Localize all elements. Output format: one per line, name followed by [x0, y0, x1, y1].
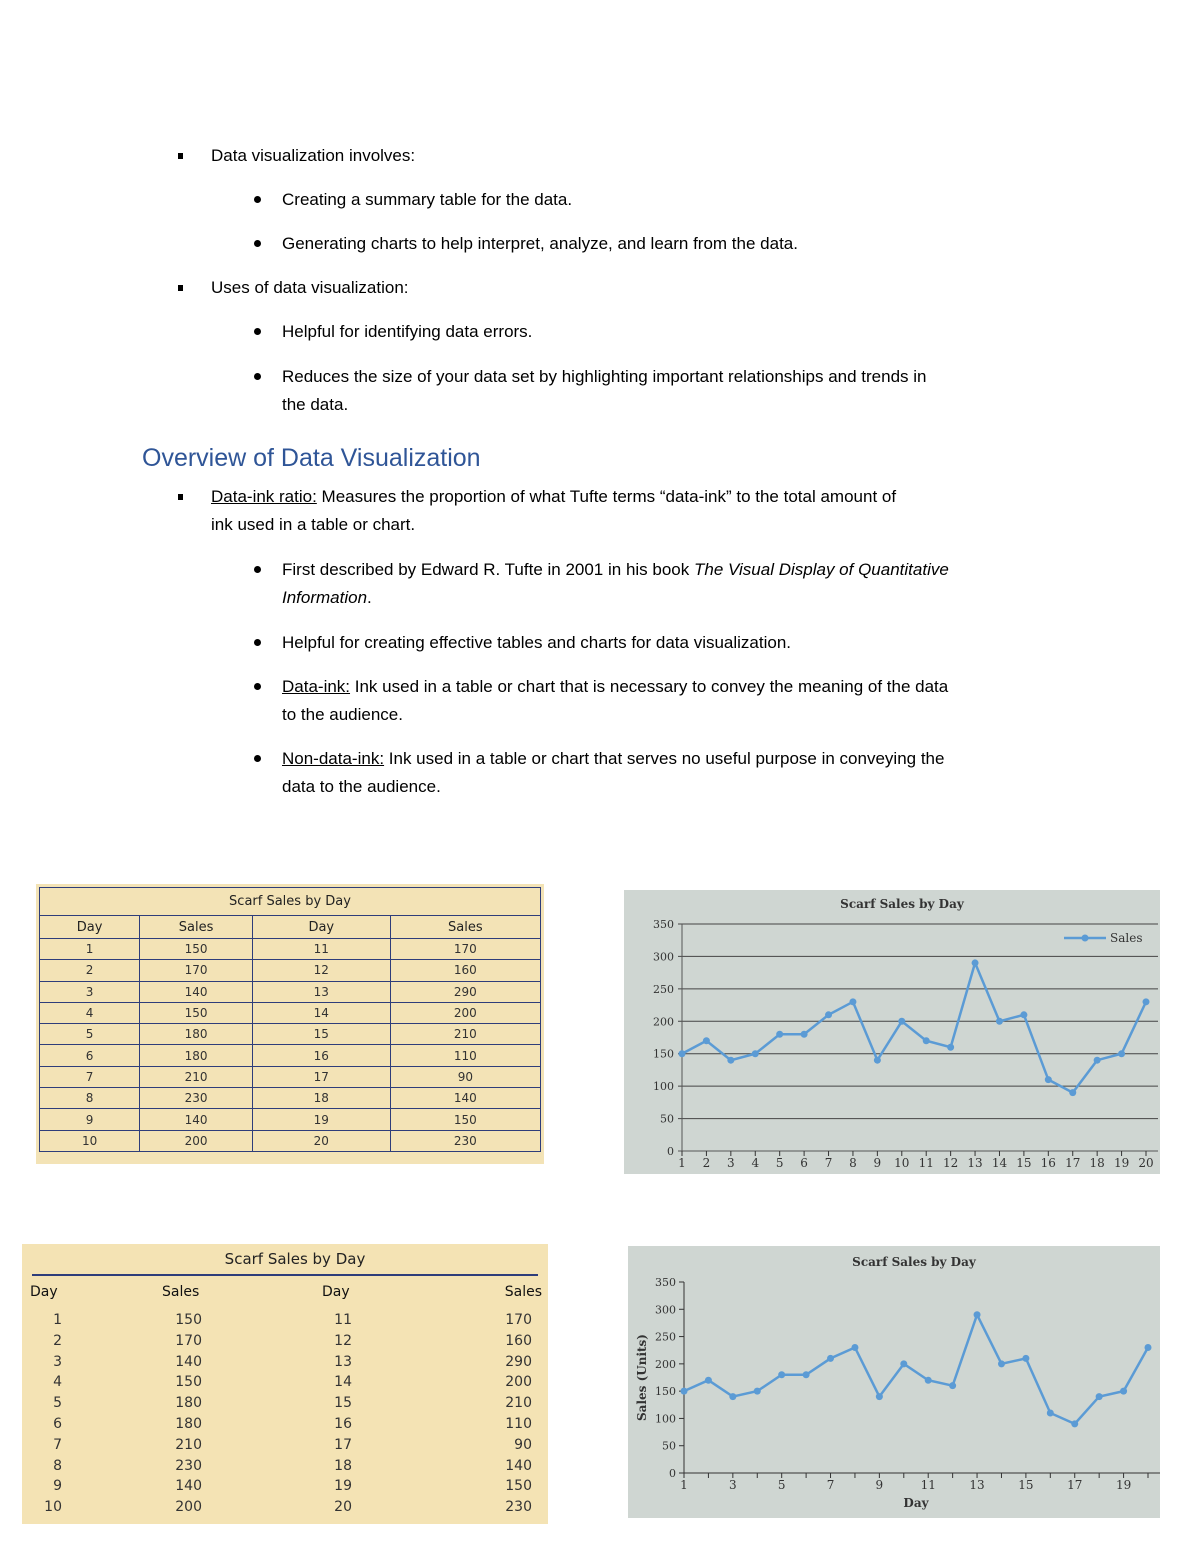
definition: Ink used in a table or chart that serves no useful purpose in conveying the — [384, 749, 945, 768]
table-cell: 8 — [40, 1088, 140, 1109]
book-title: The Visual Display of Quantitative — [693, 560, 949, 579]
data-point — [727, 1057, 734, 1064]
table-cell: 90 — [514, 1436, 532, 1453]
x-tick-label: 17 — [1065, 1156, 1081, 1170]
x-tick-label: 19 — [1115, 1478, 1132, 1492]
table-cell: 6 — [53, 1416, 62, 1432]
table-cell: 160 — [390, 960, 540, 981]
table-cell: 19 — [252, 1109, 390, 1130]
x-tick-label: 16 — [1040, 1156, 1056, 1170]
table-cell: 19 — [334, 1478, 352, 1495]
table-cell: 290 — [390, 981, 540, 1002]
bullet-text — [282, 673, 948, 701]
round-bullet-icon — [254, 755, 261, 762]
y-tick-label: 100 — [653, 1080, 674, 1094]
square-bullet-icon — [178, 153, 183, 159]
table-cell: 12 — [334, 1332, 352, 1349]
table-cell: 1 — [53, 1312, 62, 1328]
x-tick-label: 5 — [777, 1478, 786, 1492]
round-bullet-icon — [254, 373, 261, 380]
table-cell: 210 — [175, 1436, 202, 1453]
data-point — [998, 1360, 1005, 1367]
data-point — [925, 1377, 932, 1384]
table-cell: 11 — [334, 1312, 352, 1328]
table-title: Scarf Sales by Day — [40, 888, 541, 916]
table-cell: 180 — [140, 1045, 253, 1066]
minimal-table-figure — [22, 1244, 548, 1524]
x-axis-label: Day — [903, 1496, 929, 1510]
data-point — [947, 1044, 954, 1051]
table-cell: 17 — [334, 1436, 352, 1453]
table-row — [40, 1130, 541, 1151]
sales-table-bordered — [39, 887, 541, 1152]
table-cell: 140 — [140, 981, 253, 1002]
definition: Measures the proportion of what Tufte terms “data-ink” to the total amount of — [316, 487, 897, 506]
table-cell: 15 — [334, 1395, 352, 1412]
round-bullet-icon — [254, 196, 261, 203]
x-tick-label: 8 — [849, 1156, 857, 1170]
data-point — [729, 1393, 736, 1400]
table-row — [40, 1045, 541, 1066]
square-bullet-icon — [178, 494, 183, 500]
x-tick-label: 14 — [991, 1156, 1008, 1170]
table-cell: 5 — [53, 1395, 62, 1412]
chart-gridlines — [624, 890, 1160, 1174]
table-cell: 11 — [252, 939, 390, 960]
x-tick-label: 4 — [751, 1156, 760, 1170]
y-tick-label: 200 — [653, 1015, 674, 1029]
table-cell: 7 — [40, 1066, 140, 1087]
data-point — [898, 1018, 905, 1025]
data-point — [803, 1371, 810, 1378]
table-cell: 10 — [40, 1130, 140, 1151]
x-tick-label: 1 — [678, 1156, 686, 1170]
table-cell: 9 — [40, 1109, 140, 1130]
table-cell: 2 — [53, 1332, 62, 1349]
data-point — [949, 1382, 956, 1389]
y-tick-label: 150 — [655, 1385, 676, 1399]
table-row — [40, 939, 541, 960]
table-cell: 13 — [334, 1353, 352, 1370]
data-point — [827, 1355, 834, 1362]
y-tick-label: 100 — [655, 1412, 676, 1426]
x-tick-label: 20 — [1138, 1156, 1154, 1170]
book-title: Information — [282, 588, 368, 607]
table-cell: 230 — [390, 1130, 540, 1151]
x-tick-label: 11 — [918, 1156, 934, 1170]
table-cell: 2 — [40, 960, 140, 981]
bullet-text: the data. — [282, 395, 349, 414]
column-header: Day — [30, 1284, 58, 1300]
line-chart-minimal — [628, 1246, 1160, 1518]
table-cell: 180 — [175, 1416, 202, 1432]
column-header: Sales — [504, 1284, 542, 1300]
y-tick-label: 250 — [653, 982, 674, 996]
header-rule — [32, 1274, 538, 1276]
data-point — [679, 1050, 686, 1057]
data-point — [974, 1311, 981, 1318]
table-cell: 170 — [505, 1312, 532, 1328]
data-point — [1071, 1420, 1078, 1427]
table-cell: 17 — [252, 1066, 390, 1087]
data-point — [849, 998, 856, 1005]
bullet-text: ink used in a table or chart. — [211, 515, 416, 534]
table-cell: 4 — [53, 1374, 62, 1391]
data-point — [874, 1057, 881, 1064]
table-cell: 200 — [140, 1130, 253, 1151]
square-bullet-icon — [178, 285, 183, 291]
table-cell: 20 — [252, 1130, 390, 1151]
table-row — [40, 1109, 541, 1130]
bullet-text: Data visualization involves: — [211, 146, 416, 165]
data-point — [1045, 1076, 1052, 1083]
data-point — [996, 1018, 1003, 1025]
bullet-text: Helpful for creating effective tables and charts for data visualization. — [282, 633, 792, 652]
data-point — [703, 1037, 710, 1044]
y-tick-label: 0 — [667, 1145, 674, 1158]
table-cell: 3 — [53, 1353, 62, 1370]
y-tick-label: 300 — [653, 950, 674, 964]
table-cell: 200 — [175, 1499, 202, 1516]
data-point — [825, 1011, 832, 1018]
y-tick-label: 350 — [653, 918, 674, 931]
bullet-text: Reduces the size of your data set by highlighting important relationships and trends in — [282, 367, 927, 386]
data-point — [776, 1031, 783, 1038]
column-header: Day — [252, 916, 390, 939]
data-point — [801, 1031, 808, 1038]
series-line — [684, 1315, 1148, 1424]
data-point — [851, 1344, 858, 1351]
table-cell: 160 — [505, 1332, 532, 1349]
y-axis-label: Sales (Units) — [635, 1334, 649, 1421]
column-header: Sales — [140, 916, 253, 939]
table-cell: 230 — [505, 1499, 532, 1516]
table-cell: 140 — [175, 1478, 202, 1495]
y-tick-label: 200 — [655, 1357, 676, 1371]
table-row — [40, 1024, 541, 1045]
bullet-text — [211, 483, 896, 511]
table-title: Scarf Sales by Day — [224, 1250, 366, 1268]
x-tick-label: 3 — [729, 1478, 737, 1492]
table-cell: 12 — [252, 960, 390, 981]
round-bullet-icon — [254, 639, 261, 646]
table-cell: 5 — [40, 1024, 140, 1045]
table-cell: 110 — [505, 1416, 532, 1432]
column-header: Day — [322, 1284, 350, 1300]
data-point — [1118, 1050, 1125, 1057]
table-cell: 7 — [53, 1436, 62, 1453]
data-point — [681, 1388, 688, 1395]
x-tick-label: 12 — [942, 1156, 959, 1170]
chart-title: Scarf Sales by Day — [840, 897, 964, 911]
round-bullet-icon — [254, 566, 261, 573]
table-cell: 150 — [140, 1002, 253, 1023]
data-point — [1120, 1388, 1127, 1395]
data-point — [923, 1037, 930, 1044]
y-tick-label: 150 — [653, 1047, 674, 1061]
data-point — [1020, 1011, 1027, 1018]
table-cell: 200 — [505, 1374, 532, 1391]
table-cell: 290 — [505, 1353, 532, 1370]
table-row — [40, 1088, 541, 1109]
table-cell: 180 — [175, 1395, 202, 1412]
column-header: Sales — [390, 916, 540, 939]
table-cell: 18 — [252, 1088, 390, 1109]
bullet-text: Generating charts to help interpret, analyze, and learn from the data. — [282, 234, 798, 253]
table-row — [40, 960, 541, 981]
data-point — [1143, 998, 1150, 1005]
x-tick-label: 15 — [1016, 1156, 1032, 1170]
table-cell: 16 — [334, 1416, 352, 1432]
x-tick-label: 11 — [920, 1478, 936, 1492]
data-point — [1022, 1355, 1029, 1362]
x-tick-label: 3 — [727, 1156, 735, 1170]
x-tick-label: 17 — [1067, 1478, 1083, 1492]
series-line — [682, 963, 1146, 1093]
term: Data-ink: — [282, 677, 351, 696]
table-cell: 4 — [40, 1002, 140, 1023]
table-cell: 140 — [505, 1457, 532, 1474]
period: . — [367, 588, 372, 607]
table-cell: 18 — [334, 1457, 352, 1474]
legend-label: Sales — [1110, 931, 1143, 945]
round-bullet-icon — [254, 240, 261, 247]
table-cell: 230 — [140, 1088, 253, 1109]
definition: Ink used in a table or chart that is necessary to convey the meaning of the data — [350, 677, 949, 696]
column-header: Day — [40, 916, 140, 939]
section-heading: Overview of Data Visualization — [142, 444, 481, 472]
bullet-text: Creating a summary table for the data. — [282, 190, 573, 209]
y-tick-label: 250 — [655, 1330, 676, 1344]
table-cell: 150 — [140, 939, 253, 960]
table-cell: 8 — [53, 1457, 62, 1474]
table-cell: 14 — [252, 1002, 390, 1023]
x-tick-label: 6 — [800, 1156, 808, 1170]
table-row — [40, 1066, 541, 1087]
bullet-text: Helpful for identifying data errors. — [282, 322, 533, 341]
bullet-text: Uses of data visualization: — [211, 278, 409, 297]
x-tick-label: 18 — [1089, 1156, 1105, 1170]
table-cell: 3 — [40, 981, 140, 1002]
bullet-text: data to the audience. — [282, 777, 441, 796]
x-tick-label: 19 — [1113, 1156, 1130, 1170]
table-cell: 110 — [390, 1045, 540, 1066]
table-cell: 150 — [505, 1478, 532, 1495]
table-cell: 6 — [40, 1045, 140, 1066]
table-cell: 150 — [390, 1109, 540, 1130]
column-header: Sales — [162, 1284, 200, 1300]
table-cell: 16 — [252, 1045, 390, 1066]
data-point — [778, 1371, 785, 1378]
legend-swatch-marker — [1082, 935, 1089, 942]
y-tick-label: 50 — [662, 1439, 676, 1453]
x-tick-label: 9 — [873, 1156, 882, 1170]
x-tick-label: 13 — [967, 1156, 983, 1170]
bullet-text — [282, 556, 949, 584]
data-point — [754, 1388, 761, 1395]
data-point — [900, 1360, 907, 1367]
table-cell: 20 — [334, 1499, 352, 1516]
y-tick-label: 300 — [655, 1303, 676, 1317]
data-point — [1069, 1089, 1076, 1096]
term: Non-data-ink: — [282, 749, 385, 768]
table-row — [40, 981, 541, 1002]
table-cell: 180 — [140, 1024, 253, 1045]
table-cell: 140 — [390, 1088, 540, 1109]
data-point — [1094, 1057, 1101, 1064]
y-tick-label: 350 — [655, 1276, 676, 1289]
table-cell: 210 — [505, 1395, 532, 1412]
data-point — [1145, 1344, 1152, 1351]
bullet-text — [282, 745, 944, 773]
table-cell: 15 — [252, 1024, 390, 1045]
chart-minimal — [628, 1246, 1160, 1518]
data-point — [1096, 1393, 1103, 1400]
table-cell: 210 — [390, 1024, 540, 1045]
sentence: First described by Edward R. Tufte in 2001 in his book — [282, 560, 694, 579]
table-cell: 210 — [140, 1066, 253, 1087]
data-point — [876, 1393, 883, 1400]
table-cell: 1 — [40, 939, 140, 960]
data-point — [1047, 1409, 1054, 1416]
x-tick-label: 1 — [680, 1478, 688, 1492]
bordered-table-figure — [36, 884, 544, 1164]
data-point — [705, 1377, 712, 1384]
x-tick-label: 5 — [775, 1156, 784, 1170]
table-cell: 150 — [175, 1374, 202, 1391]
chart-title: Scarf Sales by Day — [852, 1255, 976, 1269]
bullet-text — [282, 584, 372, 612]
x-tick-label: 2 — [702, 1156, 711, 1170]
bullet-text: to the audience. — [282, 705, 403, 724]
x-tick-label: 13 — [969, 1478, 985, 1492]
table-cell: 140 — [140, 1109, 253, 1130]
round-bullet-icon — [254, 683, 261, 690]
y-tick-label: 0 — [669, 1467, 676, 1480]
round-bullet-icon — [254, 328, 261, 335]
table-cell: 200 — [390, 1002, 540, 1023]
x-tick-label: 15 — [1018, 1478, 1034, 1492]
data-point — [752, 1050, 759, 1057]
line-chart-with-grid — [624, 890, 1160, 1174]
table-cell: 140 — [175, 1353, 202, 1370]
table-cell: 230 — [175, 1457, 202, 1474]
term: Data-ink ratio: — [211, 487, 317, 506]
table-cell: 14 — [334, 1374, 352, 1391]
table-cell: 13 — [252, 981, 390, 1002]
x-tick-label: 7 — [826, 1478, 835, 1492]
table-cell: 170 — [140, 960, 253, 981]
table-cell: 170 — [175, 1332, 202, 1349]
table-row — [40, 1002, 541, 1023]
table-cell: 9 — [53, 1478, 62, 1495]
table-cell: 90 — [390, 1066, 540, 1087]
data-point — [972, 959, 979, 966]
x-tick-label: 10 — [894, 1156, 910, 1170]
x-tick-label: 7 — [824, 1156, 833, 1170]
table-cell: 170 — [390, 939, 540, 960]
x-tick-label: 9 — [875, 1478, 884, 1492]
table-cell: 150 — [175, 1312, 202, 1328]
y-tick-label: 50 — [660, 1112, 674, 1126]
table-cell: 10 — [44, 1499, 62, 1516]
